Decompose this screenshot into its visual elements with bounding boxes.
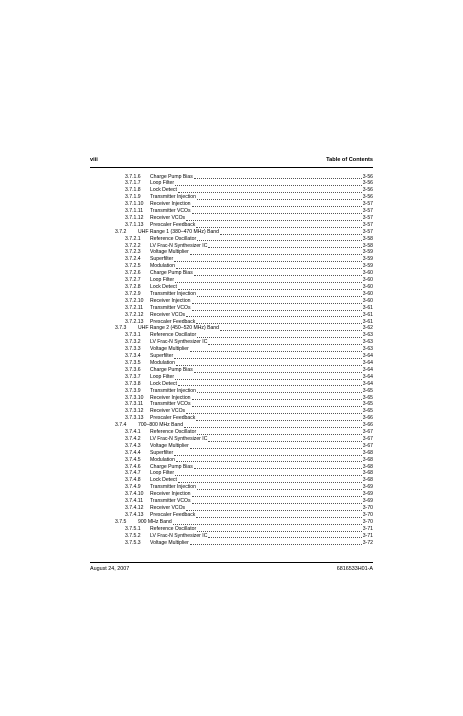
toc-entry-page: 3-61 (362, 311, 373, 318)
toc-entry-number: 3.7.4.4 (125, 449, 141, 456)
toc-entry-number: 3.7.4.5 (125, 456, 141, 463)
toc-entry-title: Reference Oscillator (150, 332, 197, 339)
toc-entry-title: Receiver Injection (150, 297, 191, 304)
toc-entry-page: 3-62 (362, 325, 373, 332)
toc-entry-title: Transmitter Injection (150, 387, 196, 394)
toc-dot-leader (186, 510, 362, 511)
toc-entry[interactable] (90, 381, 373, 388)
toc-entry-page: 3-57 (362, 201, 373, 208)
toc-entry-number: 3.7.2.2 (125, 242, 141, 249)
toc-entry[interactable] (90, 332, 373, 339)
toc-dot-leader (176, 268, 362, 269)
toc-entry-title: Transmitter Injection (150, 484, 196, 491)
toc-entry[interactable] (90, 533, 373, 540)
toc-dot-leader (196, 323, 362, 324)
toc-entry-title: 700–800 MHz Band (138, 422, 184, 429)
toc-entry-page: 3-67 (362, 442, 373, 449)
toc-entry[interactable] (90, 174, 373, 181)
header-rule (90, 167, 373, 168)
toc-entry[interactable] (90, 450, 373, 457)
toc-dot-leader (190, 544, 362, 545)
toc-entry-number: 3.7.3.6 (125, 366, 141, 373)
toc-entry[interactable] (90, 429, 373, 436)
toc-entry-title: Voltage Multiplier (150, 249, 189, 256)
toc-entry-page: 3-64 (362, 353, 373, 360)
page-number: viii (90, 157, 98, 163)
toc-entry-title: UHF Range 1 (380–470 MHz) Band (138, 228, 219, 235)
toc-entry-title: UHF Range 2 (450–520 MHz) Band (138, 325, 219, 332)
page-footer (90, 566, 373, 573)
toc-entry-page: 3-61 (362, 318, 373, 325)
toc-dot-leader (192, 206, 362, 207)
toc-entry[interactable] (90, 201, 373, 208)
toc-entry-title: Voltage Multiplier (150, 346, 189, 353)
toc-entry[interactable] (90, 519, 373, 526)
toc-entry-title: Modulation (150, 456, 175, 463)
toc-entry-page: 3-71 (362, 532, 373, 539)
toc-entry[interactable] (90, 443, 373, 450)
toc-entry-number: 3.7.4.11 (125, 498, 144, 505)
toc-entry[interactable] (90, 457, 373, 464)
toc-entry-page: 3-56 (362, 187, 373, 194)
toc-entry-page: 3-57 (362, 221, 373, 228)
toc-dot-leader (175, 475, 362, 476)
toc-entry[interactable] (90, 277, 373, 284)
toc-entry-page: 3-60 (362, 284, 373, 290)
toc-dot-leader (197, 392, 362, 393)
toc-dot-leader (192, 310, 362, 311)
toc-entry[interactable] (90, 505, 373, 512)
toc-entry-number: 3.7.4.6 (125, 463, 141, 470)
toc-entry-number: 3.7.4.12 (125, 505, 144, 511)
toc-entry-page: 3-61 (362, 304, 373, 311)
toc-entry-number: 3.7.5.3 (125, 539, 141, 546)
toc-dot-leader (178, 192, 362, 193)
toc-entry-title: LV Frac-N Synthesizer IC (150, 242, 208, 249)
toc-entry[interactable] (90, 374, 373, 381)
toc-entry-number: 3.7.4.3 (125, 442, 141, 449)
toc-entry-number: 3.7.3.11 (125, 401, 144, 408)
toc-entry-number: 3.7.5.1 (125, 525, 141, 532)
toc-entry[interactable] (90, 208, 373, 215)
toc-dot-leader (186, 413, 362, 414)
toc-dot-leader (178, 385, 362, 386)
toc-entry-page: 3-68 (362, 449, 373, 456)
toc-dot-leader (192, 496, 362, 497)
toc-dot-leader (196, 420, 362, 421)
toc-entry-number: 3.7.2.5 (125, 263, 141, 270)
toc-entry-title: Voltage Multiplier (150, 442, 189, 449)
toc-entry-page: 3-65 (362, 401, 373, 408)
toc-entry[interactable] (90, 180, 373, 187)
toc-entry-title: Loop Filter (150, 470, 175, 477)
toc-entry-title: Reference Oscillator (150, 235, 197, 242)
toc-entry[interactable] (90, 236, 373, 243)
toc-entry[interactable] (90, 270, 373, 277)
toc-dot-leader (220, 234, 362, 235)
toc-entry-page: 3-64 (362, 366, 373, 373)
toc-dot-leader (175, 185, 362, 186)
toc-dot-leader (194, 178, 362, 179)
toc-entry-number: 3.7.5 (115, 518, 127, 525)
toc-entry[interactable] (90, 194, 373, 201)
toc-entry-number: 3.7.4.2 (125, 435, 141, 442)
toc-entry-page: 3-67 (362, 435, 373, 442)
toc-dot-leader (196, 227, 362, 228)
toc-entry-page: 3-60 (362, 297, 373, 304)
toc-entry[interactable] (90, 353, 373, 360)
toc-entry-title: Receiver VCOs (150, 311, 186, 318)
toc-entry-title: Prescaler Feedback (150, 511, 196, 518)
toc-dot-leader (196, 517, 362, 518)
toc-dot-leader (174, 261, 362, 262)
toc-entry-page: 3-69 (362, 491, 373, 498)
toc-entry-page: 3-68 (362, 456, 373, 463)
toc-entry-number: 3.7.3.1 (125, 332, 141, 339)
toc-entry-title: Receiver VCOs (150, 214, 186, 221)
toc-dot-leader (194, 275, 362, 276)
toc-entry-page: 3-64 (362, 373, 373, 380)
toc-entry[interactable] (90, 491, 373, 498)
toc-entry-page: 3-64 (362, 380, 373, 387)
toc-entry-page: 3-63 (362, 346, 373, 353)
toc-entry-number: 3.7.3.4 (125, 353, 141, 360)
toc-dot-leader (220, 330, 362, 331)
toc-entry-number: 3.7.3 (115, 325, 127, 332)
toc-dot-leader (208, 247, 362, 248)
toc-entry-page: 3-57 (362, 214, 373, 221)
toc-entry-page: 3-57 (362, 208, 373, 215)
toc-entry-number: 3.7.1.9 (125, 194, 141, 201)
toc-entry-number: 3.7.2.3 (125, 249, 141, 256)
toc-dot-leader (194, 468, 362, 469)
table-of-contents (90, 174, 373, 547)
toc-entry-page: 3-56 (362, 194, 373, 201)
toc-entry-number: 3.7.2.12 (125, 311, 144, 318)
toc-entry-title: Receiver Injection (150, 394, 191, 401)
toc-entry-page: 3-70 (362, 511, 373, 518)
toc-entry-number: 3.7.1.12 (125, 214, 144, 221)
toc-entry[interactable] (90, 422, 373, 429)
toc-dot-leader (190, 254, 362, 255)
toc-entry-number: 3.7.3.3 (125, 346, 141, 353)
toc-dot-leader (178, 289, 362, 290)
toc-entry[interactable] (90, 187, 373, 194)
toc-entry-page: 3-69 (362, 484, 373, 491)
toc-entry-page: 3-59 (362, 249, 373, 256)
toc-entry-number: 3.7.1.8 (125, 187, 141, 194)
toc-dot-leader (192, 213, 362, 214)
toc-entry-title: Receiver VCOs (150, 408, 186, 415)
toc-dot-leader (184, 427, 362, 428)
toc-dot-leader (197, 199, 362, 200)
toc-entry-page: 3-56 (362, 173, 373, 180)
toc-entry[interactable] (90, 256, 373, 263)
toc-entry-page: 3-69 (362, 498, 373, 505)
toc-entry-title: Reference Oscillator (150, 525, 197, 532)
toc-entry-title: 900 MHz Band (138, 518, 172, 525)
toc-entry-title: Lock Detect (150, 284, 177, 290)
toc-entry-number: 3.7.2.13 (125, 318, 144, 325)
toc-dot-leader (197, 240, 362, 241)
footer-rule (90, 562, 373, 563)
footer-doc-number: 6816533H01-A (336, 566, 373, 572)
toc-entry-title: Modulation (150, 263, 175, 270)
toc-entry-title: Charge Pump Bias (150, 173, 193, 180)
toc-entry[interactable] (90, 312, 373, 319)
page-header (90, 157, 373, 164)
toc-entry-page: 3-70 (362, 505, 373, 511)
toc-entry-page: 3-67 (362, 429, 373, 436)
toc-entry-title: Receiver VCOs (150, 505, 186, 511)
toc-entry[interactable] (90, 291, 373, 298)
toc-entry-title: Transmitter VCOs (150, 208, 191, 215)
toc-entry-number: 3.7.1.10 (125, 201, 144, 208)
toc-entry-number: 3.7.3.7 (125, 373, 141, 380)
toc-entry-title: Prescaler Feedback (150, 318, 196, 325)
toc-entry-title: Lock Detect (150, 477, 177, 484)
toc-dot-leader (192, 406, 362, 407)
toc-entry[interactable] (90, 540, 373, 547)
toc-entry-title: Lock Detect (150, 187, 177, 194)
toc-dot-leader (197, 434, 362, 435)
toc-entry[interactable] (90, 249, 373, 256)
toc-entry[interactable] (90, 305, 373, 312)
toc-dot-leader (186, 220, 362, 221)
toc-entry-title: Prescaler Feedback (150, 415, 196, 422)
toc-entry-title: Superfilter (150, 256, 174, 263)
toc-dot-leader (192, 399, 362, 400)
toc-entry[interactable] (90, 415, 373, 422)
toc-entry-title: Transmitter VCOs (150, 401, 191, 408)
toc-entry-title: Loop Filter (150, 180, 175, 187)
toc-entry-number: 3.7.2.9 (125, 290, 141, 297)
toc-dot-leader (208, 344, 362, 345)
toc-dot-leader (178, 482, 362, 483)
toc-entry-number: 3.7.2.1 (125, 235, 141, 242)
toc-entry-number: 3.7.2.4 (125, 256, 141, 263)
toc-entry[interactable] (90, 477, 373, 484)
toc-entry-number: 3.7.1.6 (125, 173, 141, 180)
toc-dot-leader (194, 372, 362, 373)
toc-entry-title: Transmitter VCOs (150, 498, 191, 505)
toc-entry-page: 3-70 (362, 518, 373, 525)
toc-entry[interactable] (90, 526, 373, 533)
toc-dot-leader (175, 379, 362, 380)
toc-dot-leader (175, 282, 362, 283)
toc-entry[interactable] (90, 408, 373, 415)
toc-dot-leader (208, 537, 362, 538)
toc-dot-leader (176, 461, 362, 462)
toc-entry-number: 3.7.3.13 (125, 415, 144, 422)
toc-entry-number: 3.7.2.10 (125, 297, 144, 304)
toc-entry-page: 3-65 (362, 387, 373, 394)
toc-entry[interactable] (90, 512, 373, 519)
toc-entry[interactable] (90, 360, 373, 367)
toc-entry-title: Prescaler Feedback (150, 221, 196, 228)
toc-entry-page: 3-63 (362, 339, 373, 346)
toc-entry-title: Charge Pump Bias (150, 366, 193, 373)
toc-dot-leader (174, 358, 362, 359)
toc-entry-number: 3.7.4.13 (125, 511, 144, 518)
toc-entry[interactable] (90, 436, 373, 443)
toc-entry-number: 3.7.3.10 (125, 394, 144, 401)
toc-dot-leader (192, 303, 362, 304)
toc-entry-page: 3-56 (362, 180, 373, 187)
toc-entry-title: Superfilter (150, 353, 174, 360)
toc-entry-number: 3.7.3.12 (125, 408, 144, 415)
toc-entry-number: 3.7.1.13 (125, 221, 144, 228)
toc-entry-page: 3-60 (362, 270, 373, 277)
toc-entry-page: 3-68 (362, 477, 373, 484)
toc-entry[interactable] (90, 263, 373, 270)
toc-entry[interactable] (90, 464, 373, 471)
toc-dot-leader (197, 296, 362, 297)
toc-entry-number: 3.7.4.7 (125, 470, 141, 477)
toc-entry-number: 3.7.4.10 (125, 491, 144, 498)
toc-entry-title: Receiver Injection (150, 491, 191, 498)
toc-entry-page: 3-71 (362, 525, 373, 532)
toc-entry[interactable] (90, 470, 373, 477)
toc-entry-number: 3.7.3.8 (125, 380, 141, 387)
toc-entry-page: 3-65 (362, 408, 373, 415)
toc-entry-number: 3.7.4 (115, 422, 127, 429)
toc-entry-title: Receiver Injection (150, 201, 191, 208)
toc-dot-leader (192, 503, 362, 504)
toc-dot-leader (190, 351, 362, 352)
toc-entry-title: LV Frac-N Synthesizer IC (150, 339, 208, 346)
toc-entry[interactable] (90, 298, 373, 305)
toc-dot-leader (174, 455, 362, 456)
footer-date: August 24, 2007 (90, 566, 130, 572)
toc-entry[interactable] (90, 498, 373, 505)
toc-entry-number: 3.7.4.1 (125, 429, 141, 436)
toc-entry[interactable] (90, 215, 373, 222)
toc-entry-page: 3-59 (362, 256, 373, 263)
toc-entry-page: 3-60 (362, 277, 373, 284)
toc-entry[interactable] (90, 401, 373, 408)
toc-entry-title: LV Frac-N Synthesizer IC (150, 435, 208, 442)
toc-entry-page: 3-68 (362, 463, 373, 470)
toc-dot-leader (208, 441, 362, 442)
toc-entry-page: 3-66 (362, 415, 373, 422)
toc-entry-title: Transmitter Injection (150, 194, 196, 201)
toc-entry-number: 3.7.3.9 (125, 387, 141, 394)
toc-entry-number: 3.7.2 (115, 228, 127, 235)
toc-entry-title: Transmitter VCOs (150, 304, 191, 311)
toc-entry-page: 3-59 (362, 263, 373, 270)
toc-entry-page: 3-68 (362, 470, 373, 477)
toc-entry-page: 3-65 (362, 394, 373, 401)
toc-entry-page: 3-64 (362, 359, 373, 366)
toc-entry[interactable] (90, 367, 373, 374)
toc-entry-title: Loop Filter (150, 277, 175, 284)
toc-entry[interactable] (90, 229, 373, 236)
toc-entry-page: 3-72 (362, 539, 373, 546)
toc-entry-page: 3-58 (362, 242, 373, 249)
toc-entry[interactable] (90, 339, 373, 346)
toc-entry[interactable] (90, 284, 373, 291)
toc-entry-title: Voltage Multiplier (150, 539, 189, 546)
toc-dot-leader (173, 524, 362, 525)
toc-entry-page: 3-57 (362, 228, 373, 235)
toc-entry-title: Reference Oscillator (150, 429, 197, 436)
toc-entry-title: Transmitter Injection (150, 290, 196, 297)
toc-entry-title: Charge Pump Bias (150, 463, 193, 470)
toc-entry-page: 3-58 (362, 235, 373, 242)
toc-dot-leader (190, 448, 362, 449)
toc-entry[interactable] (90, 395, 373, 402)
toc-entry-number: 3.7.2.6 (125, 270, 141, 277)
toc-dot-leader (197, 337, 362, 338)
toc-entry-number: 3.7.1.11 (125, 208, 144, 215)
toc-entry[interactable] (90, 484, 373, 491)
toc-entry-page: 3-63 (362, 332, 373, 339)
toc-entry[interactable] (90, 325, 373, 332)
toc-entry-number: 3.7.1.7 (125, 180, 141, 187)
toc-entry[interactable] (90, 346, 373, 353)
toc-entry-title: Charge Pump Bias (150, 270, 193, 277)
toc-dot-leader (197, 531, 362, 532)
toc-entry[interactable] (90, 222, 373, 229)
toc-entry-number: 3.7.4.9 (125, 484, 141, 491)
toc-entry-number: 3.7.4.8 (125, 477, 141, 484)
toc-entry-number: 3.7.5.2 (125, 532, 141, 539)
toc-dot-leader (197, 489, 362, 490)
section-title: Table of Contents (326, 157, 373, 163)
toc-entry-title: LV Frac-N Synthesizer IC (150, 532, 208, 539)
toc-entry-page: 3-60 (362, 290, 373, 297)
toc-entry-title: Lock Detect (150, 380, 177, 387)
toc-dot-leader (186, 316, 362, 317)
toc-entry-title: Modulation (150, 359, 175, 366)
toc-entry-number: 3.7.2.7 (125, 277, 141, 284)
toc-entry-title: Loop Filter (150, 373, 175, 380)
toc-entry-number: 3.7.2.8 (125, 284, 141, 290)
toc-entry[interactable] (90, 319, 373, 326)
toc-entry[interactable] (90, 243, 373, 250)
toc-entry-number: 3.7.3.5 (125, 359, 141, 366)
toc-dot-leader (176, 365, 362, 366)
toc-entry-page: 3-66 (362, 422, 373, 429)
toc-entry-number: 3.7.2.11 (125, 304, 144, 311)
toc-entry-number: 3.7.3.2 (125, 339, 141, 346)
toc-entry[interactable] (90, 388, 373, 395)
toc-entry-title: Superfilter (150, 449, 174, 456)
